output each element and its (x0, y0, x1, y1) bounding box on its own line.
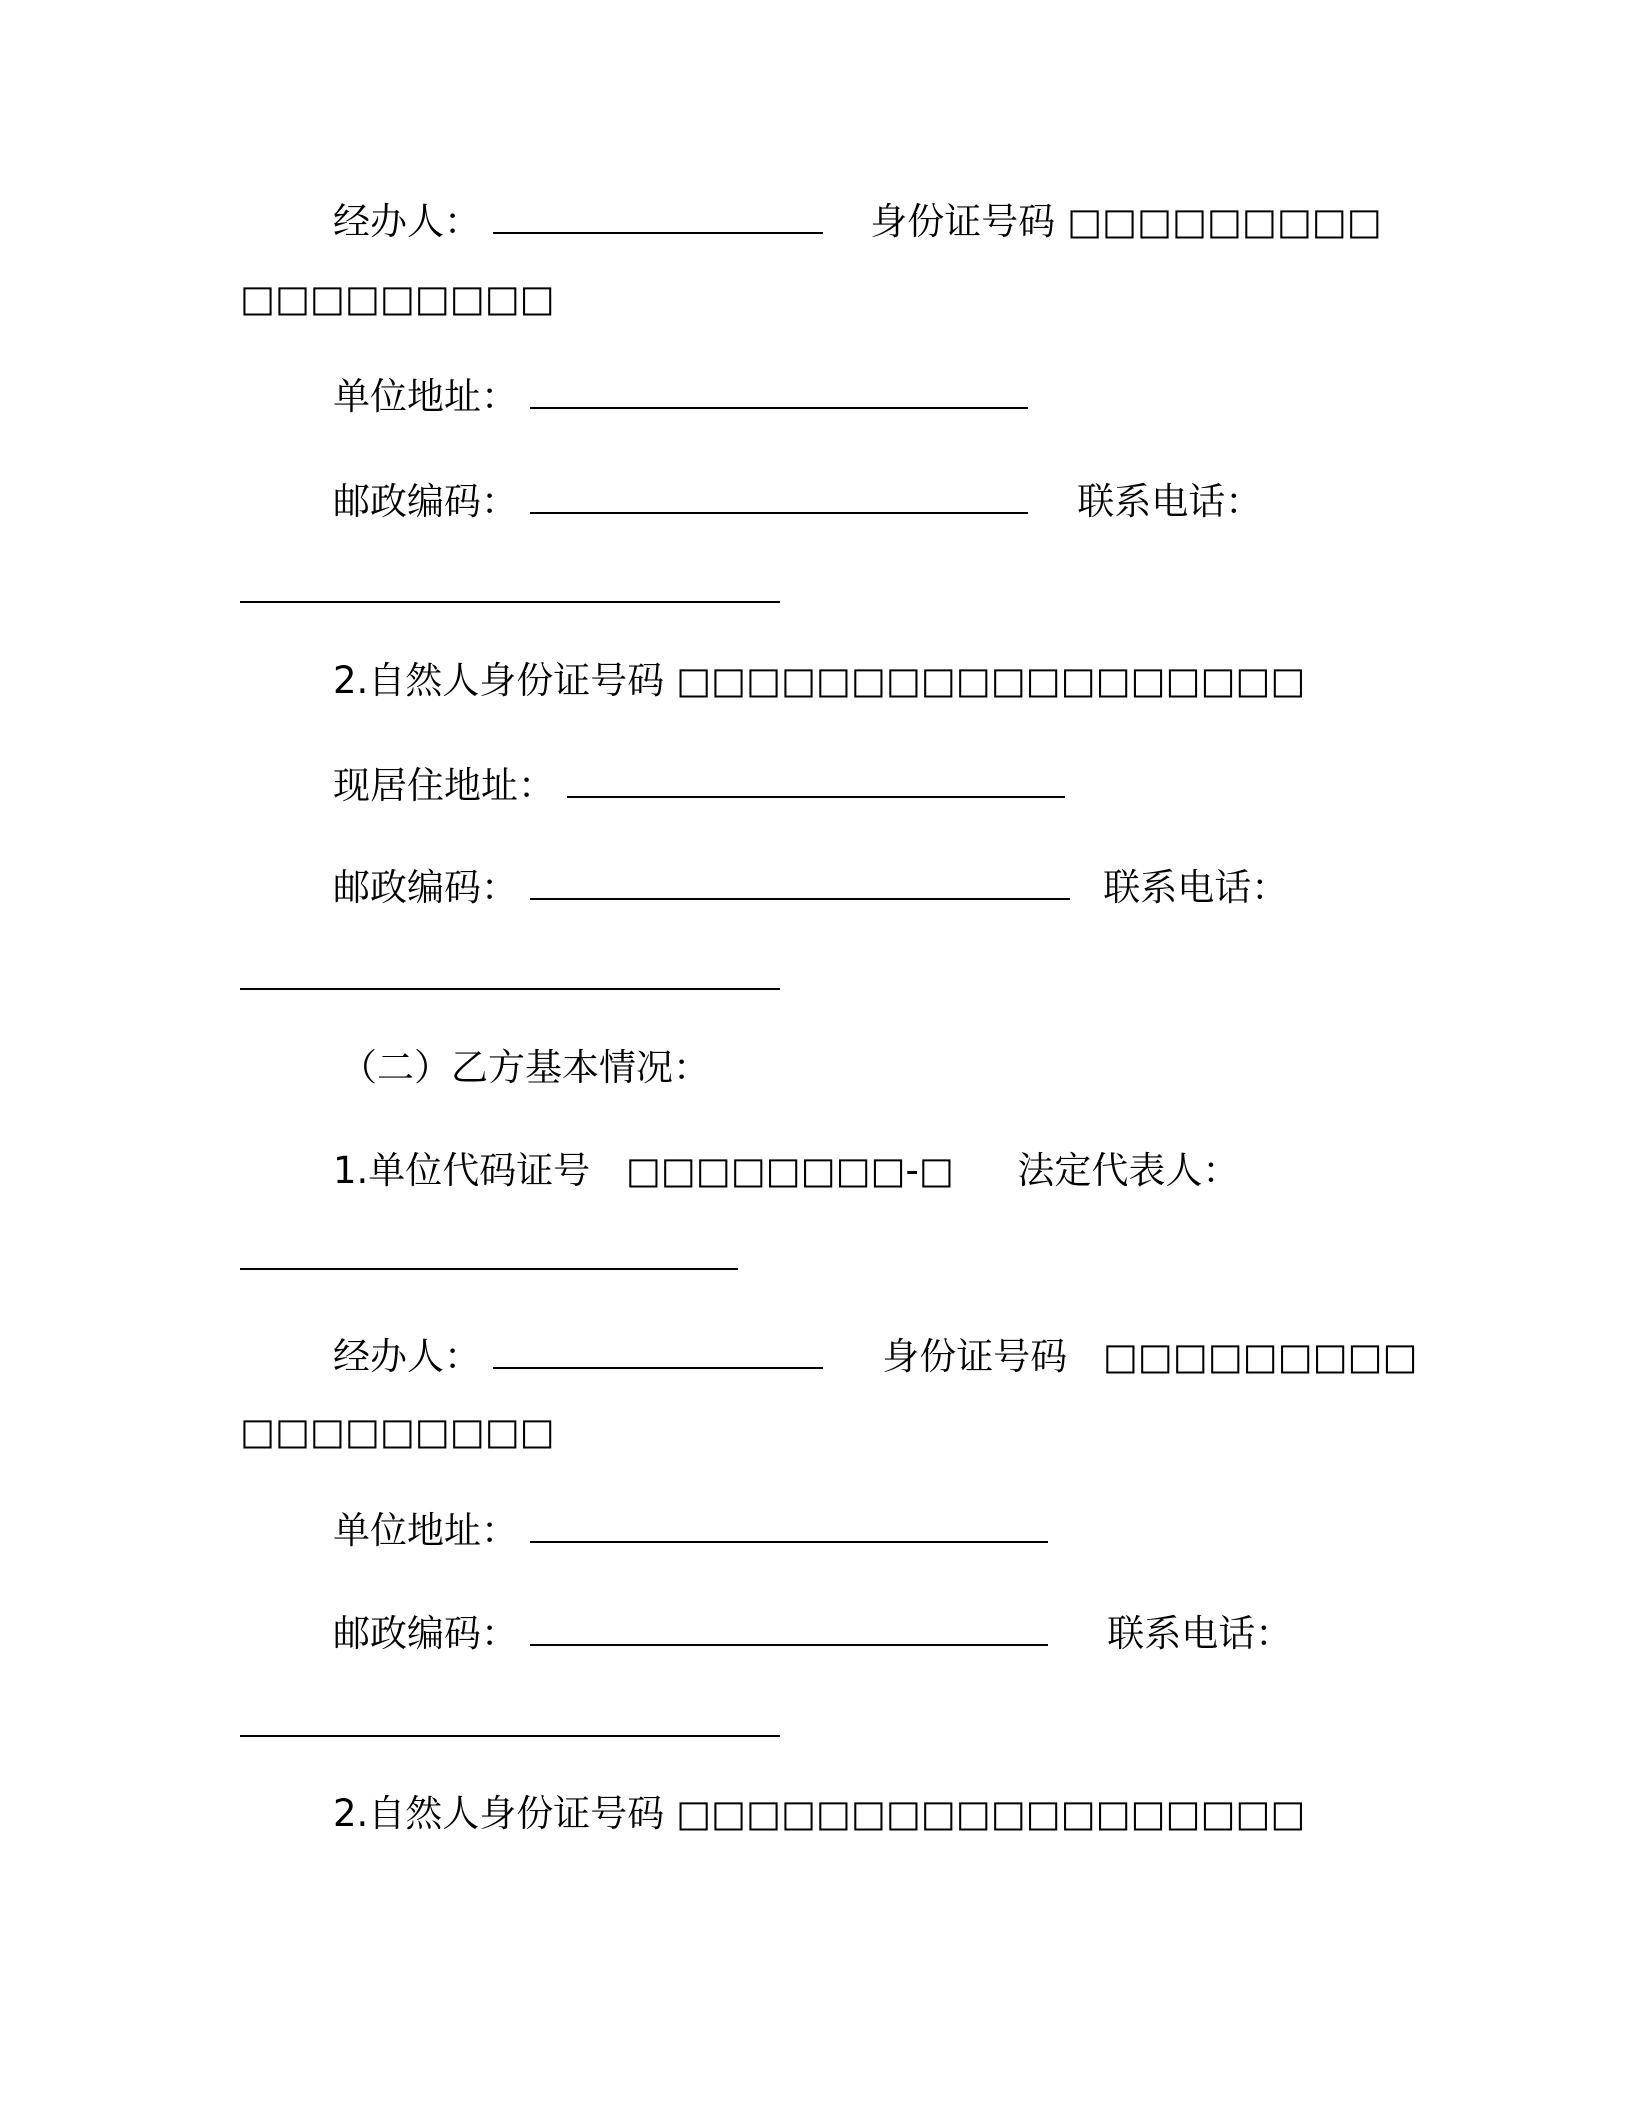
partyA-residence-row (333, 764, 1065, 807)
partyA-agent-row (333, 200, 1382, 243)
phone-label: 联系电话： (1103, 866, 1289, 909)
id-label: 身份证号码 (870, 200, 1056, 243)
agent-blank[interactable] (493, 232, 823, 234)
unit-code-label: 1.单位代码证号 (333, 1149, 591, 1192)
natural-id-boxes[interactable]: □□□□□□□□□□□□□□□□□□ (676, 659, 1306, 702)
agent-label: 经办人： (333, 1335, 481, 1378)
agent-label: 经办人： (333, 200, 481, 243)
partyB-agent-row (333, 1335, 1418, 1378)
partyA-postal-row (333, 480, 1263, 523)
phone-label: 联系电话： (1077, 480, 1263, 523)
partyA-natural-postal-row (333, 866, 1289, 909)
residence-label: 现居住地址： (333, 764, 555, 807)
postal-blank[interactable] (530, 898, 1070, 900)
partyA-id-boxes-continued[interactable]: □□□□□□□□□ (240, 277, 555, 320)
partyA-natural-id-row (333, 659, 1306, 702)
id-label: 身份证号码 (882, 1335, 1068, 1378)
unit-address-label: 单位地址： (333, 375, 518, 418)
partyA-unit-address-row (333, 375, 1028, 418)
legal-rep-label: 法定代表人： (1017, 1149, 1240, 1192)
partyB-legal-rep-blank[interactable] (240, 1268, 738, 1270)
unit-address-blank[interactable] (530, 1541, 1048, 1543)
unit-address-blank[interactable] (530, 407, 1028, 409)
partyB-postal-row (333, 1612, 1293, 1655)
partyA-phone-blank[interactable] (240, 601, 780, 603)
unit-code-boxes[interactable]: □□□□□□□□-□ (625, 1149, 954, 1192)
postal-label: 邮政编码： (333, 480, 518, 523)
partyB-id-boxes-continued[interactable]: □□□□□□□□□ (240, 1410, 555, 1453)
natural-id-label: 2.自然人身份证号码 (333, 659, 665, 702)
postal-blank[interactable] (530, 1644, 1048, 1646)
natural-id-label: 2.自然人身份证号码 (333, 1792, 665, 1835)
partyB-phone-blank[interactable] (240, 1735, 780, 1737)
partyA-natural-phone-blank[interactable] (240, 988, 780, 990)
agent-blank[interactable] (493, 1367, 823, 1369)
postal-blank[interactable] (530, 512, 1028, 514)
postal-label: 邮政编码： (333, 866, 518, 909)
phone-label: 联系电话： (1107, 1612, 1293, 1655)
partyB-natural-id-row (333, 1792, 1306, 1835)
natural-id-boxes[interactable]: □□□□□□□□□□□□□□□□□□ (676, 1792, 1306, 1835)
partyB-unit-code-row (333, 1149, 1240, 1192)
partyB-heading: （二）乙方基本情况： (340, 1046, 710, 1089)
residence-blank[interactable] (567, 796, 1065, 798)
partyB-unit-address-row (333, 1509, 1048, 1552)
id-boxes[interactable]: □□□□□□□□□ (1102, 1335, 1418, 1378)
unit-address-label: 单位地址： (333, 1509, 518, 1552)
id-boxes[interactable]: □□□□□□□□□ (1067, 200, 1382, 243)
postal-label: 邮政编码： (333, 1612, 518, 1655)
